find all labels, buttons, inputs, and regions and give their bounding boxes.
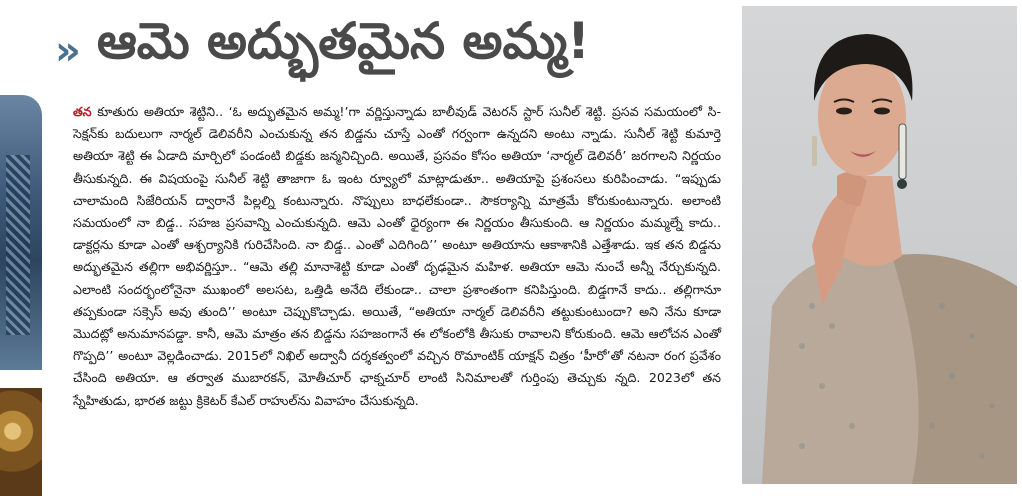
adjacent-article-photo [0, 0, 42, 496]
woman-portrait-illustration [742, 6, 1017, 484]
adjacent-photo-bottom [0, 388, 42, 496]
article-text: కూతురు అతియా శెట్టిని.. ‘ఓ అద్భుతమైన అమ్మ!’గా వర్ణిస్తున్నాడు బాలీవుడ్ వెటరన్ స్టార్ సునీల్ శెట్టి. ప్రసవ సమయంలో సి-సెక్షన్‌కు బదులుగా నార్మల్ డెలివరీని ఎంచుకున్న తన బిడ్డను చూస్తే ఎంతో గర్వంగా ఉన్నదని అంటు న్నాడు. సునీల్ శెట్టి కుమార్తె అతియా శెట్టి ఈ ఏడాది మార్చిలో పండంటి బిడ్డకు జన్మనిచ్చింది. అయితే, ప్రసవం కోసం అతియా ‘నార్మల్ డెలివరీ’ జరగాలని నిర్ణయం తీసుకున్నది. ఈ విషయంపై సునీల్ శెట్టి తాజాగా ఓ ఇంట ర్వ్యూలో మాట్లాడుతూ.. అతియాపై ప్రశంసలు కురిపించాడు. “ఇప్పుడు చాలామంది సిజేరియన్ ద్వారానే పిల్లల్ని కంటున్నారు. నొప్పులు బాధలేకుండా.. సౌకర్యాన్ని మాత్రమే కోరుకుంటున్నారు. అలాంటి సమయంలో నా బిడ్డ.. సహజ ప్రసవాన్ని ఎంచుకున్నది. ఆమె ఎంతో ధైర్యంగా ఈ నిర్ణయం తీసుకుంది. ఆ నిర్ణయం మమ్మల్నే కాదు.. డాక్టర్లను కూడా ఎంతో ఆశ్చర్యానికి గురిచేసింది. నా బిడ్డ.. ఎంతో ఎదిగింది’’ అంటూ అతియాను ఆకాశానికి ఎత్తేశాడు. ఇక తన బిడ్డను అద్భుతమైన తల్లిగా అభివర్ణిస్తూ.. “ఆమె తల్లి మానాశెట్టి కూడా ఎంతో దృఢమైన మహిళ. అతియా ఆమె నుంచే అన్నీ నేర్చుకున్నది. ఎలాంటి సందర్భంలోనైనా ముఖంలో అలసట, ఒత్తిడి అనేది లేకుండా.. చాలా ప్రశాంతంగా కనిపిస్తుంది. బిడ్డగానే కాదు.. తల్లిగానూ తప్పకుండా సక్సెస్ అవు తుంది’’ అంటూ చెప్పుకొచ్చాడు. అయితే, “అతియా నార్మల్ డెలివరీని తట్టుకుంటుందా? అని నేను కూడా మొదట్లో అనుమానపడ్డా. కానీ, ఆమె మాత్రం తన బిడ్డను సహజంగానే ఈ లోకంలోకి తీసుకు రావాలని కోరుకుంది. ఆమె ఆలోచన ఎంతో గొప్పది’’ అంటూ వెల్లడించాడు. 2015లో నిఖిల్ అద్వానీ దర్శకత్వంలో వచ్చిన రొమాంటిక్ యాక్షన్ చిత్రం ‘హీరో’తో నటనా రంగ ప్రవేశం చేసింది అతియా. ఆ తర్వాత ముబారకన్, మోతీచూర్ ఛాక్నచూర్ లాంటి సినిమాలతో గుర్తింపు తెచ్చుకు న్నది. 2023లో తన స్నేహితుడు, భారత జట్టు క్రికెటర్ కేఎల్ రాహుల్‌ను వివాహం చేసుకున్నది. [73, 104, 721, 408]
chevron-double-right-icon: » [55, 27, 75, 74]
portrait-photo [742, 6, 1017, 484]
article-body [73, 101, 721, 412]
headline-title: ఆమె అద్భుతమైన అమ్మ! [96, 12, 590, 70]
article-lead-word: తన [73, 104, 92, 119]
headline [55, 10, 735, 85]
adjacent-photo-top [0, 95, 42, 370]
